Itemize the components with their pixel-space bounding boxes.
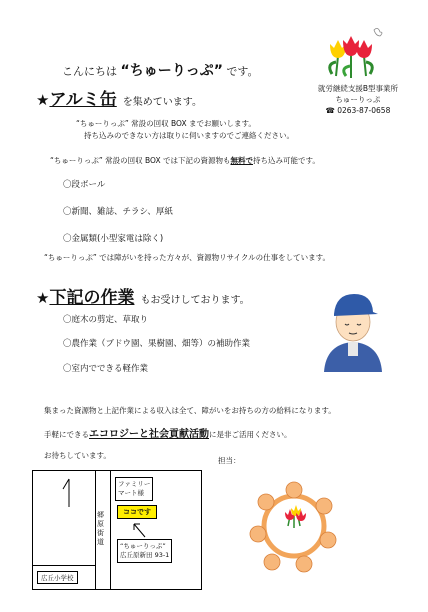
aluminum-heading [36,85,202,110]
notice [76,118,294,142]
store-line2: マート様 [118,489,144,497]
worker-illustration [318,290,388,372]
work-item-farm: 〇農作業（ブドウ園、果樹園、畑等）の補助作業 [63,339,251,349]
notice-line2: 持ち込みのできない方は取りに伺いますのでご連絡ください。 [84,131,294,140]
resource-item-paper: 〇新聞、雑誌、チラシ、厚紙 [63,207,173,217]
greeting-suffix: です。 [226,65,259,78]
work-item-garden: 〇庭木の剪定、草取り [63,315,149,325]
people-circle-illustration [244,476,344,576]
closing-line2 [44,425,292,440]
greeting-name: “ちゅーりっぷ” [120,63,223,79]
closing-line2-before: 手軽にできる [44,430,89,439]
box-intro-after: 持ち込み可能です。 [253,156,320,165]
tulips-illustration [316,26,386,82]
here-marker: ココです [117,505,157,519]
star-icon: ★ [36,91,50,109]
road-label: 郷原街道 [97,511,104,546]
office-name: ちゅーりっぷ [335,95,381,104]
box-intro [50,155,320,166]
closing-line2-after: に是非ご活用ください。 [209,430,292,439]
map-road-line [33,565,95,566]
closing-highlight: エコロジーと社会貢献活動 [89,429,209,440]
closing-line1: 集まった資源物と上記作業による収入は全て、障がいをお持ちの方の給料になります。 [44,406,336,415]
aluminum-title: アルミ缶 [49,90,117,110]
destination-name: “ちゅーりっぷ” [120,542,166,550]
map-road-line [110,471,111,589]
work-title: 下記の作業 [49,288,135,308]
greeting-prefix: こんにちは [62,65,117,78]
notice-line1: “ちゅーりっぷ” 常設の回収 BOX までお願いします。 [76,119,256,128]
work-heading [36,283,250,308]
star-icon: ★ [36,289,50,307]
destination-address: 広丘原新田 93-1 [120,551,170,559]
office-tel: ☎ 0263-87-0658 [325,106,391,115]
office-info [318,83,398,116]
north-arrow-icon [61,477,77,507]
contact-person-label: 担当： [218,456,241,465]
aluminum-subtitle: を集めています。 [122,97,202,108]
family-mart-label [115,477,153,501]
greeting [62,60,259,80]
resource-item-cardboard: 〇段ボール [63,180,106,190]
box-intro-free: 無料で [230,156,253,165]
access-map [32,470,202,590]
office-type: 就労継続支援B型事業所 [317,84,398,93]
arrow-icon [131,521,147,539]
work-subtitle: もお受けしております。 [140,295,250,306]
work-note: “ちゅーりっぷ” では障がいを持った方々が、資源物リサイクルの仕事をしています。 [44,253,331,262]
work-item-indoor: 〇室内でできる軽作業 [63,364,149,374]
store-line1: ファミリー [118,480,151,488]
school-label: 広丘小学校 [37,571,78,584]
map-road-line [95,471,96,589]
closing-line3: お待ちしています。 [44,451,111,460]
resource-item-metal: 〇金属類(小型家電は除く) [63,234,164,244]
box-intro-before: “ちゅーりっぷ” 常設の回収 BOX では下記の資源物も [50,156,231,165]
destination-label [117,539,172,563]
